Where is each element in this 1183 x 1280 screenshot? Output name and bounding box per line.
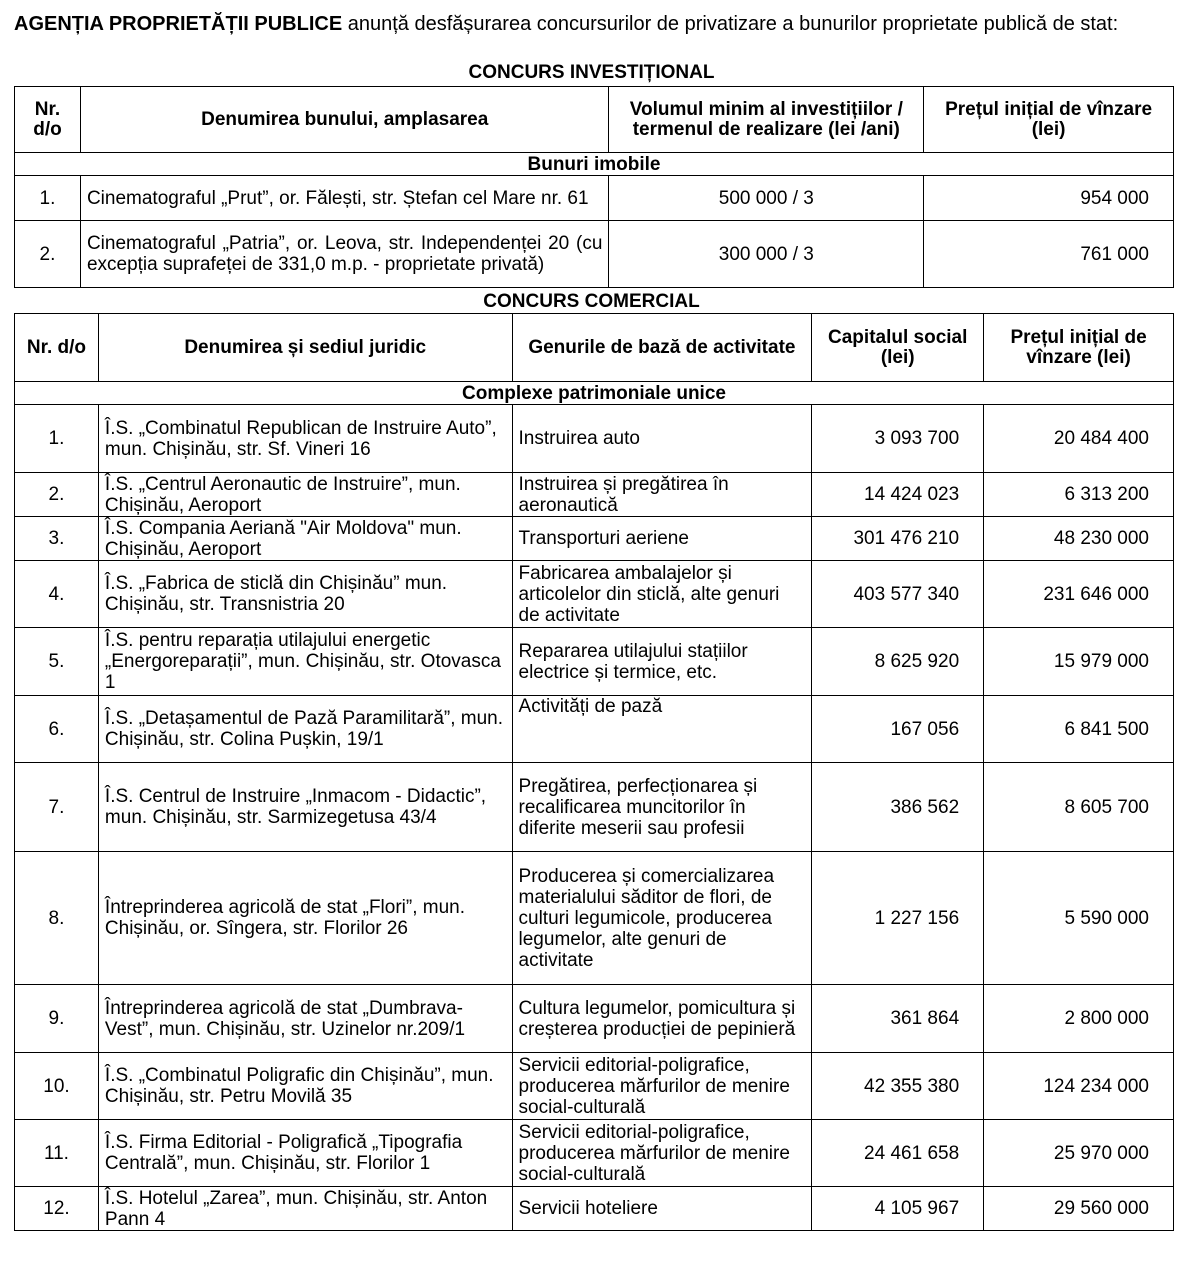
subheading-row — [15, 153, 1174, 176]
row-name: Cinematograful „Prut”, or. Fălești, str. Ștefan cel Mare nr. 61 — [80, 176, 609, 221]
table-row — [15, 517, 1174, 561]
row-activity: Servicii editorial-poligrafice, producerea mărfurilor de menire social-culturală — [512, 1120, 812, 1187]
table-header-row — [15, 314, 1174, 382]
header-capital: Capitalul social (lei) — [812, 314, 984, 382]
row-volume: 500 000 / 3 — [609, 176, 924, 221]
row-nr: 12. — [15, 1187, 99, 1231]
row-nr: 5. — [15, 628, 99, 696]
row-activity: Servicii editorial-poligrafice, producerea mărfurilor de menire social-culturală — [512, 1053, 812, 1120]
row-capital: 361 864 — [812, 985, 984, 1053]
row-price: 124 234 000 — [984, 1053, 1174, 1120]
row-name: Î.S. „Detașamentul de Pază Paramilitară”, mun. Chișinău, str. Colina Pușkin, 19/1 — [98, 696, 512, 763]
row-activity: Repararea utilajului stațiilor electrice și termice, etc. — [512, 628, 812, 696]
row-nr: 11. — [15, 1120, 99, 1187]
row-activity: Transporturi aeriene — [512, 517, 812, 561]
row-nr: 1. — [15, 405, 99, 473]
header-nr: Nr. d/o — [15, 87, 81, 153]
table-row — [15, 1120, 1174, 1187]
row-price: 48 230 000 — [984, 517, 1174, 561]
row-name: Î.S. Hotelul „Zarea”, mun. Chișinău, str. Anton Pann 4 — [98, 1187, 512, 1231]
row-activity: Producerea și comercializarea materialului săditor de flori, de culturi legumicole, producerea legumelor, alte genuri de activitate — [512, 852, 812, 985]
row-name: Î.S. „Combinatul Republican de Instruire Auto”, mun. Chișinău, str. Sf. Vineri 16 — [98, 405, 512, 473]
subheading-bunuri-imobile: Bunuri imobile — [15, 153, 1174, 176]
table-row — [15, 985, 1174, 1053]
row-capital: 1 227 156 — [812, 852, 984, 985]
row-capital: 301 476 210 — [812, 517, 984, 561]
row-capital: 42 355 380 — [812, 1053, 984, 1120]
row-nr: 1. — [15, 176, 81, 221]
row-name: Întreprinderea agricolă de stat „Dumbrava-Vest”, mun. Chișinău, str. Uzinelor nr.209/1 — [98, 985, 512, 1053]
row-activity: Fabricarea ambalajelor și articolelor din sticlă, alte genuri de activitate — [512, 561, 812, 628]
row-name: Î.S. Firma Editorial - Poligrafică „Tipografia Centrală”, mun. Chișinău, str. Florilor 1 — [98, 1120, 512, 1187]
row-price: 761 000 — [924, 221, 1174, 288]
header-volume: Volumul minim al investițiilor / termenul de realizare (lei /ani) — [609, 87, 924, 153]
row-price: 2 800 000 — [984, 985, 1174, 1053]
row-name: Î.S. „Fabrica de sticlă din Chișinău” mun. Chișinău, str. Transnistria 20 — [98, 561, 512, 628]
table-row — [15, 221, 1174, 288]
row-capital: 14 424 023 — [812, 473, 984, 517]
row-name: Întreprinderea agricolă de stat „Flori”, mun. Chișinău, or. Sîngera, str. Florilor 26 — [98, 852, 512, 985]
row-nr: 3. — [15, 517, 99, 561]
row-nr: 10. — [15, 1053, 99, 1120]
row-price: 25 970 000 — [984, 1120, 1174, 1187]
table-row — [15, 1053, 1174, 1120]
row-name: Î.S. pentru reparația utilajului energetic „Energoreparații”, mun. Chișinău, str. Otovasca 1 — [98, 628, 512, 696]
comercial-title: CONCURS COMERCIAL — [483, 291, 700, 312]
row-name: Cinematograful „Patria”, or. Leova, str. Independenței 20 (cu excepția suprafeței de 331,0 m.p. - proprietate privată) — [80, 221, 609, 288]
row-nr: 6. — [15, 696, 99, 763]
header-price: Prețul inițial de vînzare (lei) — [924, 87, 1174, 153]
row-activity: Servicii hoteliere — [512, 1187, 812, 1231]
row-nr: 9. — [15, 985, 99, 1053]
row-capital: 8 625 920 — [812, 628, 984, 696]
header-name: Denumirea bunului, amplasarea — [80, 87, 609, 153]
investitional-title: CONCURS INVESTIȚIONAL — [468, 62, 715, 83]
row-price: 954 000 — [924, 176, 1174, 221]
row-capital: 403 577 340 — [812, 561, 984, 628]
row-name: Î.S. „Combinatul Poligrafic din Chișinău”, mun. Chișinău, str. Petru Movilă 35 — [98, 1053, 512, 1120]
row-activity: Instruirea și pregătirea în aeronautică — [512, 473, 812, 517]
row-activity: Cultura legumelor, pomicultura și creșterea producției de pepinieră — [512, 985, 812, 1053]
intro-paragraph — [14, 13, 1174, 35]
row-price: 6 313 200 — [984, 473, 1174, 517]
row-capital: 386 562 — [812, 763, 984, 852]
subheading-row — [15, 382, 1174, 405]
row-price: 231 646 000 — [984, 561, 1174, 628]
row-name: Î.S. Centrul de Instruire „Inmacom - Didactic”, mun. Chișinău, str. Sarmizegetusa 43/4 — [98, 763, 512, 852]
row-name: Î.S. „Centrul Aeronautic de Instruire”, mun. Chișinău, Aeroport — [98, 473, 512, 517]
table-row — [15, 473, 1174, 517]
table-row — [15, 628, 1174, 696]
table-row — [15, 561, 1174, 628]
header-nr: Nr. d/o — [15, 314, 99, 382]
header-name: Denumirea și sediul juridic — [98, 314, 512, 382]
header-activity: Genurile de bază de activitate — [512, 314, 812, 382]
row-volume: 300 000 / 3 — [609, 221, 924, 288]
row-price: 6 841 500 — [984, 696, 1174, 763]
row-capital: 4 105 967 — [812, 1187, 984, 1231]
row-activity: Activități de pază — [512, 696, 812, 763]
row-price: 29 560 000 — [984, 1187, 1174, 1231]
header-price: Prețul inițial de vînzare (lei) — [984, 314, 1174, 382]
row-capital: 167 056 — [812, 696, 984, 763]
agency-name: AGENȚIA PROPRIETĂȚII PUBLICE — [14, 13, 343, 35]
subheading-complexe: Complexe patrimoniale unice — [15, 382, 1174, 405]
row-nr: 7. — [15, 763, 99, 852]
row-name: Î.S. Compania Aeriană "Air Moldova" mun. Chișinău, Aeroport — [98, 517, 512, 561]
row-price: 20 484 400 — [984, 405, 1174, 473]
table-row — [15, 696, 1174, 763]
table-row — [15, 405, 1174, 473]
table-header-row — [15, 87, 1174, 153]
row-activity: Pregătirea, perfecționarea și recalificarea muncitorilor în diferite meserii sau profesii — [512, 763, 812, 852]
table-row — [15, 176, 1174, 221]
row-capital: 24 461 658 — [812, 1120, 984, 1187]
row-capital: 3 093 700 — [812, 405, 984, 473]
intro-text: anunță desfășurarea concursurilor de privatizare a bunurilor proprietate publică de stat: — [342, 13, 1119, 35]
row-nr: 4. — [15, 561, 99, 628]
table-row — [15, 852, 1174, 985]
row-price: 8 605 700 — [984, 763, 1174, 852]
table-row — [15, 1187, 1174, 1231]
investitional-table — [14, 86, 1174, 288]
row-price: 15 979 000 — [984, 628, 1174, 696]
comercial-table — [14, 313, 1174, 1231]
row-activity: Instruirea auto — [512, 405, 812, 473]
row-nr: 2. — [15, 473, 99, 517]
row-nr: 8. — [15, 852, 99, 985]
row-nr: 2. — [15, 221, 81, 288]
table-row — [15, 763, 1174, 852]
row-price: 5 590 000 — [984, 852, 1174, 985]
